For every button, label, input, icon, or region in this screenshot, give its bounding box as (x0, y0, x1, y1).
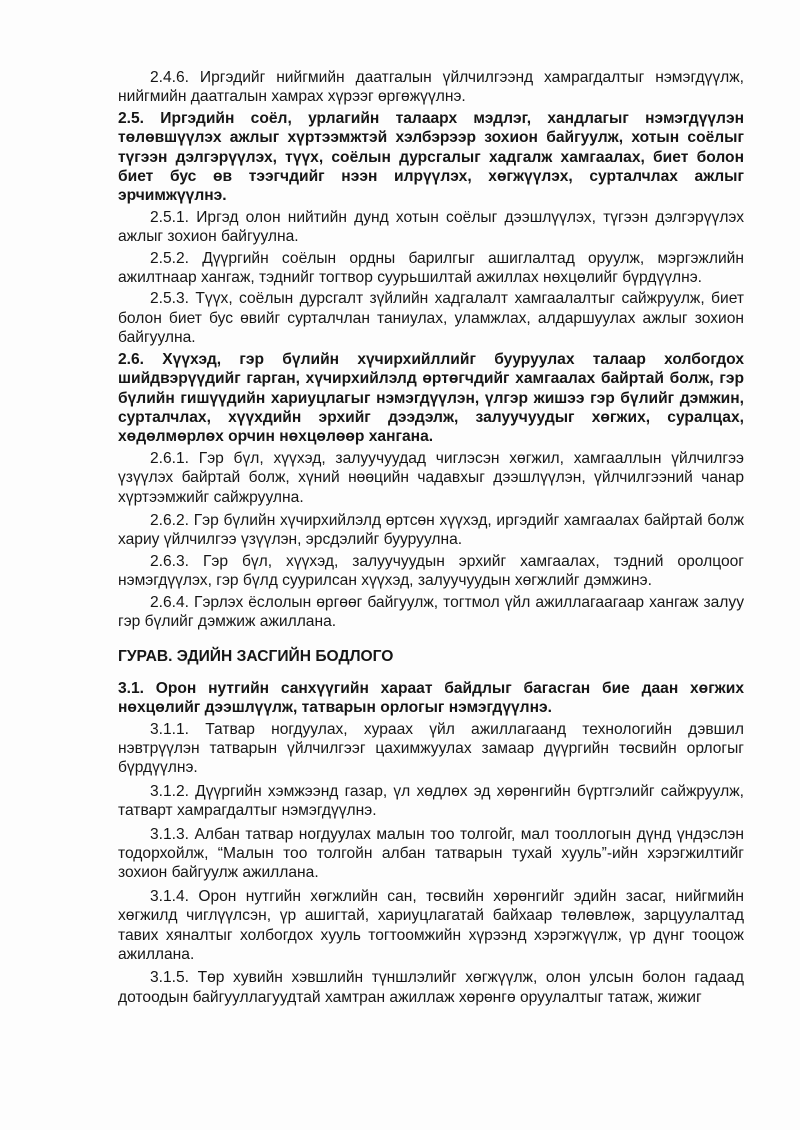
paragraph-3-1-2: 3.1.2. Дүүргийн хэмжээнд газар, үл хөдлөх эд хөрөнгийн бүртгэлийг сайжруулж, татварт хамрагдалтыг нэмэгдүүлнэ. (118, 782, 744, 820)
document-body (118, 68, 744, 1009)
paragraph-2-5-2: 2.5.2. Дүүргийн соёлын ордны барилгыг ашиглалтад оруулж, мэргэжлийн ажилтнаар хангаж, тэднийг тогтвор суурьшилтай ажиллах нөхцөлийг бүрдүүлнэ. (118, 249, 744, 287)
section-heading-2-5: 2.5. Иргэдийн соёл, урлагийн талаарх мэдлэг, хандлагыг нэмэгдүүлэн төлөвшүүлэх ажлыг хүртээмжтэй хэлбэрээр зохион байгуулж, хотын соёлыг түгээн дэлгэрүүлэх, түүх, соёлын дурсгалыг хадгалж хамгаалах, биет болон биет бус өв тээгчдийг нээн илрүүлэх, хөгжүүлэх, сурталчлах ажлыг эрчимжүүлнэ. (118, 109, 744, 205)
paragraph-3-1-5: 3.1.5. Төр хувийн хэвшлийн түншлэлийг хөгжүүлж, олон улсын болон гадаад дотоодын байгууллагуудтай хамтран ажиллаж хөрөнгө оруулалтыг татаж, жижиг (118, 969, 744, 1006)
paragraph-2-5-1: 2.5.1. Иргэд олон нийтийн дунд хотын соёлыг дээшлүүлэх, түгээн дэлгэрүүлэх ажлыг зохион байгуулна. (118, 208, 744, 246)
section-heading-2-6: 2.6. Хүүхэд, гэр бүлийн хүчирхийллийг бууруулах талаар холбогдох шийдвэрүүдийг гарган, хүчирхийлэлд өртөгчдийг хамгаалах байртай болж, гэр бүлийн гишүүдийн хариуцлагыг нэмэгдүүлэн, үлгэр жишээ гэр бүлийг дэмжин, сурталчлах, хүүхдийн эрхийг дээдэлж, залуучуудыг хөгжих, суралцах, хөдөлмөрлөх орчин нөхцөлөөр хангана. (118, 350, 744, 446)
paragraph-2-4-6: 2.4.6. Иргэдийг нийгмийн даатгалын үйлчилгээнд хамрагдалтыг нэмэгдүүлж, нийгмийн даатгалын хамрах хүрээг өргөжүүлнэ. (118, 69, 744, 106)
chapter-heading-3: ГУРАВ. ЭДИЙН ЗАСГИЙН БОДЛОГО (118, 648, 394, 666)
paragraph-2-6-4: 2.6.4. Гэрлэх ёслолын өргөөг байгуулж, тогтмол үйл ажиллагаагаар хангаж залуу гэр бүлийг дэмжиж ажиллана. (118, 593, 744, 630)
paragraph-2-6-2: 2.6.2. Гэр бүлийн хүчирхийлэлд өртсөн хүүхэд, иргэдийг хамгаалах байртай болж хариу үйлчилгээ үзүүлэн, эрсдэлийг бууруулна. (118, 511, 744, 549)
section-heading-3-1: 3.1. Орон нутгийн санхүүгийн хараат байдлыг багасган бие даан хөгжих нөхцөлийг дээшлүүлж, татварын орлогыг нэмэгдүүлнэ. (118, 679, 744, 717)
paragraph-2-6-1: 2.6.1. Гэр бүл, хүүхэд, залуучуудад чиглэсэн хөгжил, хамгааллын үйлчилгээ үзүүлэх байртай болж, хүний нөөцийн чадавхыг дээшлүүлэн, үйлчилгээний чанар хүртээмжийг сайжруулна. (118, 449, 744, 506)
paragraph-3-1-1: 3.1.1. Татвар ногдуулах, хураах үйл ажиллагаанд технологийн дэвшил нэвтрүүлэн татварын үйлчилгээг цахимжуулах замаар дүүргийн төсвийн орлогыг бүрдүүлнэ. (118, 720, 744, 777)
paragraph-2-6-3: 2.6.3. Гэр бүл, хүүхэд, залуучуудын эрхийг хамгаалах, тэдний оролцоог нэмэгдүүлэх, гэр бүлд суурилсан хүүхэд, залуучуудын хөгжлийг дэмжинэ. (118, 552, 744, 590)
paragraph-3-1-4: 3.1.4. Орон нутгийн хөгжлийн сан, төсвийн хөрөнгийг эдийн засаг, нийгмийн хөгжилд чиглүүлсэн, үр ашигтай, хариуцлагатай байхаар төлөвлөж, зарцуулалтад тавих хяналтыг холбогдох хууль тогтоомжийн хүрээнд хэрэгжүүлж, үр дүнг тооцож ажиллана. (118, 887, 744, 964)
paragraph-3-1-3: 3.1.3. Албан татвар ногдуулах малын тоо толгойг, мал тооллогын дүнд үндэслэн тодорхойлж, “Малын тоо толгойн албан татварын тухай хууль”-ийн хэрэгжилтийг зохион байгуулж ажиллана. (118, 825, 744, 882)
paragraph-2-5-3: 2.5.3. Түүх, соёлын дурсгалт зүйлийн хадгалалт хамгаалалтыг сайжруулж, биет болон биет бус өвийг сурталчлан таниулах, уламжлах, алдаршуулах ажлыг зохион байгуулна. (118, 290, 744, 347)
